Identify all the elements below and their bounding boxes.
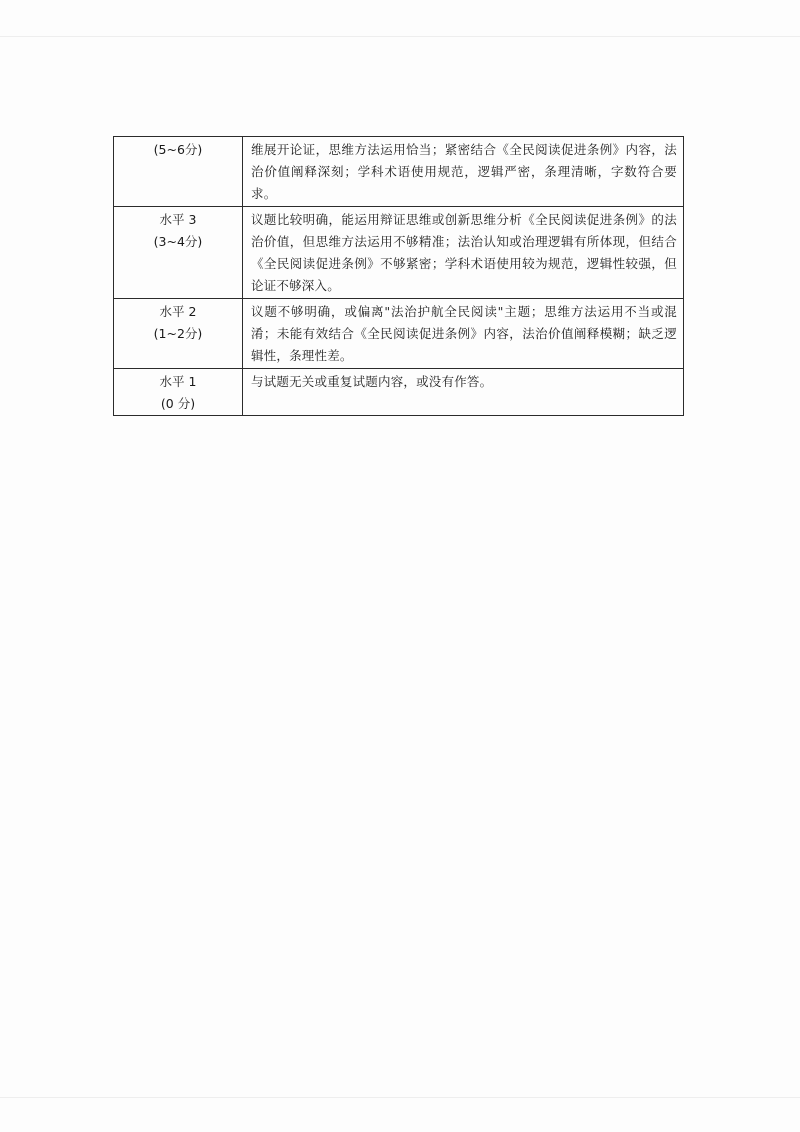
description-cell: 议题不够明确，或偏离"法治护航全民阅读"主题；思维方法运用不当或混淆；未能有效结合《全民阅读促进条例》内容，法治价值阐释模糊；缺乏逻辑性，条理性差。 — [243, 299, 684, 369]
scoring-rubric-table — [113, 136, 684, 416]
level-name: 水平 2 — [159, 304, 197, 319]
score-range: (1~2分) — [153, 326, 203, 341]
table-row — [114, 137, 684, 207]
level-cell — [114, 207, 243, 299]
description-cell: 维展开论证，思维方法运用恰当；紧密结合《全民阅读促进条例》内容，法治价值阐释深刻；学科术语使用规范，逻辑严密，条理清晰，字数符合要求。 — [243, 137, 684, 207]
level-cell — [114, 369, 243, 416]
page-top-edge — [0, 36, 800, 37]
table-row — [114, 207, 684, 299]
score-range: (0 分) — [160, 396, 196, 411]
level-cell — [114, 299, 243, 369]
description-cell: 与试题无关或重复试题内容，或没有作答。 — [243, 369, 684, 416]
level-cell — [114, 137, 243, 207]
table-row — [114, 299, 684, 369]
level-name: 水平 1 — [159, 374, 197, 389]
description-cell: 议题比较明确，能运用辩证思维或创新思维分析《全民阅读促进条例》的法治价值，但思维方法运用不够精准；法治认知或治理逻辑有所体现，但结合《全民阅读促进条例》不够紧密；学科术语使用较为规范，逻辑性较强，但论证不够深入。 — [243, 207, 684, 299]
table-row — [114, 369, 684, 416]
score-range: (3~4分) — [153, 234, 203, 249]
score-range: (5~6分) — [153, 142, 203, 157]
page-bottom-edge — [0, 1097, 800, 1098]
level-name: 水平 3 — [159, 212, 197, 227]
